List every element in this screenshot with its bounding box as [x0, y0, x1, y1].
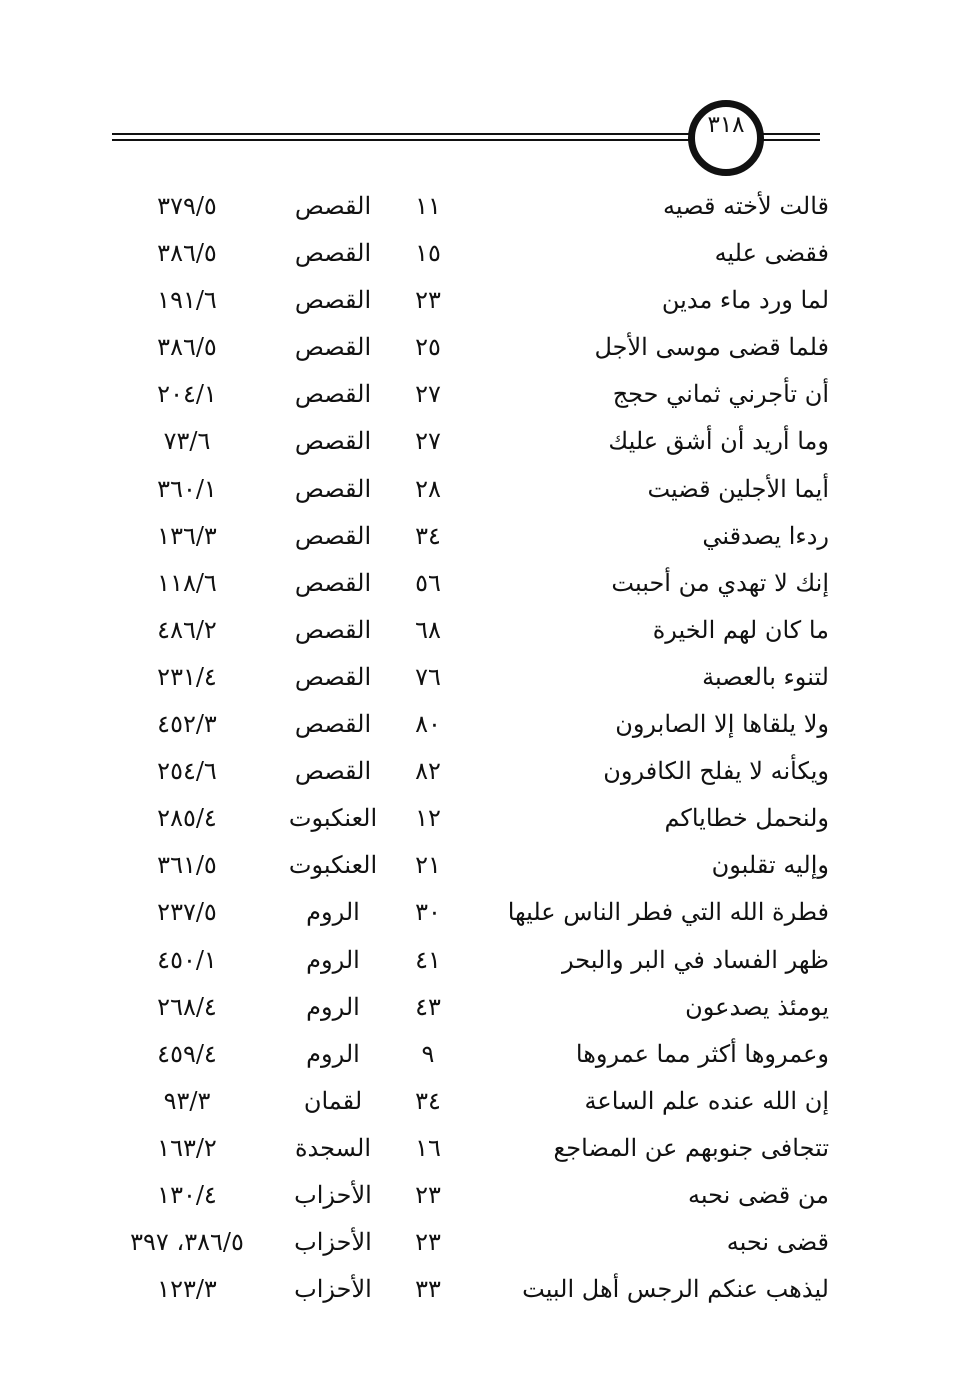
table-row	[0, 845, 953, 892]
verse-number: ٢٣	[415, 286, 441, 315]
surah-name: القصص	[294, 568, 372, 597]
surah-name: القصص	[294, 380, 372, 409]
table-row	[0, 1034, 953, 1081]
table-row	[0, 374, 953, 421]
verse-text: ردءا يصدقني	[702, 521, 829, 550]
verse-number: ٢٨	[415, 474, 441, 503]
volume-page-reference: ٣٨٦/٥، ٣٩٧	[130, 1228, 244, 1257]
table-row	[0, 1222, 953, 1269]
volume-page-reference: ٣٨٦/٥	[157, 239, 217, 268]
header-rule-right-bottom	[762, 139, 820, 141]
volume-page-reference: ٤٥٩/٤	[157, 1039, 217, 1068]
table-row	[0, 563, 953, 610]
verse-number: ٨٠	[415, 710, 441, 739]
verse-text: قضى نحبه	[726, 1228, 829, 1257]
verse-number: ١٥	[415, 239, 441, 268]
surah-name: الأحزاب	[294, 1180, 372, 1209]
volume-page-reference: ٤٥٢/٣	[157, 710, 217, 739]
volume-page-reference: ٢٠٤/١	[157, 380, 217, 409]
table-row	[0, 610, 953, 657]
surah-name: لقمان	[303, 1086, 363, 1115]
volume-page-reference: ١٢٣/٣	[157, 1275, 217, 1304]
verse-index-table	[0, 186, 953, 1316]
table-row	[0, 186, 953, 233]
verse-text: فلما قضى موسى الأجل	[594, 333, 829, 362]
surah-name: القصص	[294, 192, 372, 220]
surah-name: القصص	[294, 710, 372, 739]
surah-name: الأحزاب	[294, 1228, 372, 1257]
volume-page-reference: ٤٨٦/٢	[157, 615, 217, 644]
volume-page-reference: ٧٣/٦	[163, 427, 211, 456]
table-row	[0, 940, 953, 987]
table-row	[0, 327, 953, 374]
surah-name: القصص	[294, 521, 372, 550]
verse-text: أيما الأجلين قضيت	[647, 474, 829, 503]
verse-number: ٢٥	[415, 333, 441, 362]
table-row	[0, 798, 953, 845]
verse-text: من قضى نحبه	[688, 1180, 829, 1209]
verse-number: ٣٤	[415, 521, 441, 550]
table-row	[0, 421, 953, 468]
verse-number: ٣٠	[415, 898, 441, 927]
verse-text: ولا يلقاها إلا الصابرون	[615, 710, 829, 739]
table-row	[0, 469, 953, 516]
verse-number: ٧٦	[415, 662, 441, 691]
verse-number: ١٦	[415, 1133, 441, 1162]
surah-name: السجدة	[294, 1133, 372, 1162]
verse-text: يومئذ يصدعون	[685, 992, 829, 1021]
verse-number: ٤٣	[415, 992, 441, 1021]
verse-text: وإليه تقلبون	[711, 851, 829, 880]
surah-name: القصص	[294, 474, 372, 503]
verse-text: لما ورد ماء مدين	[661, 286, 829, 315]
volume-page-reference: ٢٣٧/٥	[157, 898, 217, 927]
table-row	[0, 751, 953, 798]
verse-text: أن تأجرني ثماني حجج	[612, 380, 829, 409]
surah-name: القصص	[294, 615, 372, 644]
verse-number: ١٢	[415, 804, 441, 833]
verse-number: ٢١	[415, 851, 441, 880]
surah-name: الروم	[306, 1039, 360, 1068]
surah-name: القصص	[294, 239, 372, 268]
surah-name: القصص	[294, 333, 372, 362]
verse-text: ولنحمل خطاياكم	[664, 804, 829, 833]
table-row	[0, 1269, 953, 1316]
verse-number: ١١	[415, 192, 441, 220]
volume-page-reference: ٩٣/٣	[163, 1086, 211, 1115]
table-row	[0, 1175, 953, 1222]
volume-page-reference: ٣٦١/٥	[157, 851, 217, 880]
verse-text: فقضى عليه	[714, 239, 829, 268]
verse-text: ليذهب عنكم الرجس أهل البيت	[522, 1275, 829, 1304]
table-row	[0, 987, 953, 1034]
volume-page-reference: ١٣٠/٤	[157, 1180, 217, 1209]
header-rule-bottom	[112, 139, 700, 141]
verse-number: ٢٣	[415, 1228, 441, 1257]
verse-text: إن الله عنده علم الساعة	[584, 1086, 829, 1115]
volume-page-reference: ١٩١/٦	[157, 286, 217, 315]
surah-name: الروم	[306, 992, 360, 1021]
volume-page-reference: ١٦٣/٢	[157, 1133, 217, 1162]
surah-name: الأحزاب	[294, 1275, 372, 1304]
table-row	[0, 1128, 953, 1175]
verse-number: ٣٤	[415, 1086, 441, 1115]
verse-number: ٦٨	[415, 615, 441, 644]
page-number: ٣١٨	[707, 112, 745, 138]
volume-page-reference: ٢٦٨/٤	[157, 992, 217, 1021]
surah-name: القصص	[294, 757, 372, 786]
table-row	[0, 233, 953, 280]
verse-text: ما كان لهم الخيرة	[652, 615, 829, 644]
verse-number: ٢٣	[415, 1180, 441, 1209]
surah-name: الروم	[306, 898, 360, 927]
verse-text: وعمروها أكثر مما عمروها	[575, 1039, 829, 1068]
verse-text: إنك لا تهدي من أحببت	[611, 568, 829, 597]
table-row	[0, 1081, 953, 1128]
volume-page-reference: ٤٥٠/١	[157, 945, 217, 974]
surah-name: القصص	[294, 662, 372, 691]
header-rule-top	[112, 133, 700, 135]
verse-text: ويكأنه لا يفلح الكافرون	[603, 757, 829, 786]
surah-name: الروم	[306, 945, 360, 974]
volume-page-reference: ٣٧٩/٥	[157, 192, 217, 220]
volume-page-reference: ٣٨٦/٥	[157, 333, 217, 362]
verse-number: ٣٣	[415, 1275, 441, 1304]
verse-number: ٨٢	[415, 757, 441, 786]
page-header	[0, 0, 953, 190]
verse-number: ٩	[421, 1039, 435, 1068]
verse-number: ٤١	[415, 945, 441, 974]
surah-name: العنكبوت	[288, 804, 378, 833]
volume-page-reference: ٢٨٥/٤	[157, 804, 217, 833]
surah-name: القصص	[294, 427, 372, 456]
table-row	[0, 280, 953, 327]
volume-page-reference: ١١٨/٦	[157, 568, 217, 597]
verse-number: ٢٧	[415, 380, 441, 409]
volume-page-reference: ٢٥٤/٦	[157, 757, 217, 786]
surah-name: القصص	[294, 286, 372, 315]
surah-name: العنكبوت	[288, 851, 378, 880]
verse-number: ٥٦	[415, 568, 441, 597]
table-row	[0, 516, 953, 563]
verse-text: ظهر الفساد في البر والبحر	[562, 945, 829, 974]
verse-text: فطرة الله التي فطر الناس عليها	[507, 898, 829, 927]
verse-text: وما أريد أن أشق عليك	[608, 427, 829, 456]
table-row	[0, 704, 953, 751]
volume-page-reference: ٢٣١/٤	[157, 662, 217, 691]
table-row	[0, 657, 953, 704]
volume-page-reference: ١٣٦/٣	[157, 521, 217, 550]
verse-text: قالت لأخته قصيه	[663, 192, 829, 220]
verse-text: لتنوء بالعصبة	[702, 662, 829, 691]
verse-text: تتجافى جنوبهم عن المضاجع	[553, 1133, 829, 1162]
verse-number: ٢٧	[415, 427, 441, 456]
table-row	[0, 892, 953, 939]
header-rule-right-top	[762, 133, 820, 135]
volume-page-reference: ٣٦٠/١	[157, 474, 217, 503]
